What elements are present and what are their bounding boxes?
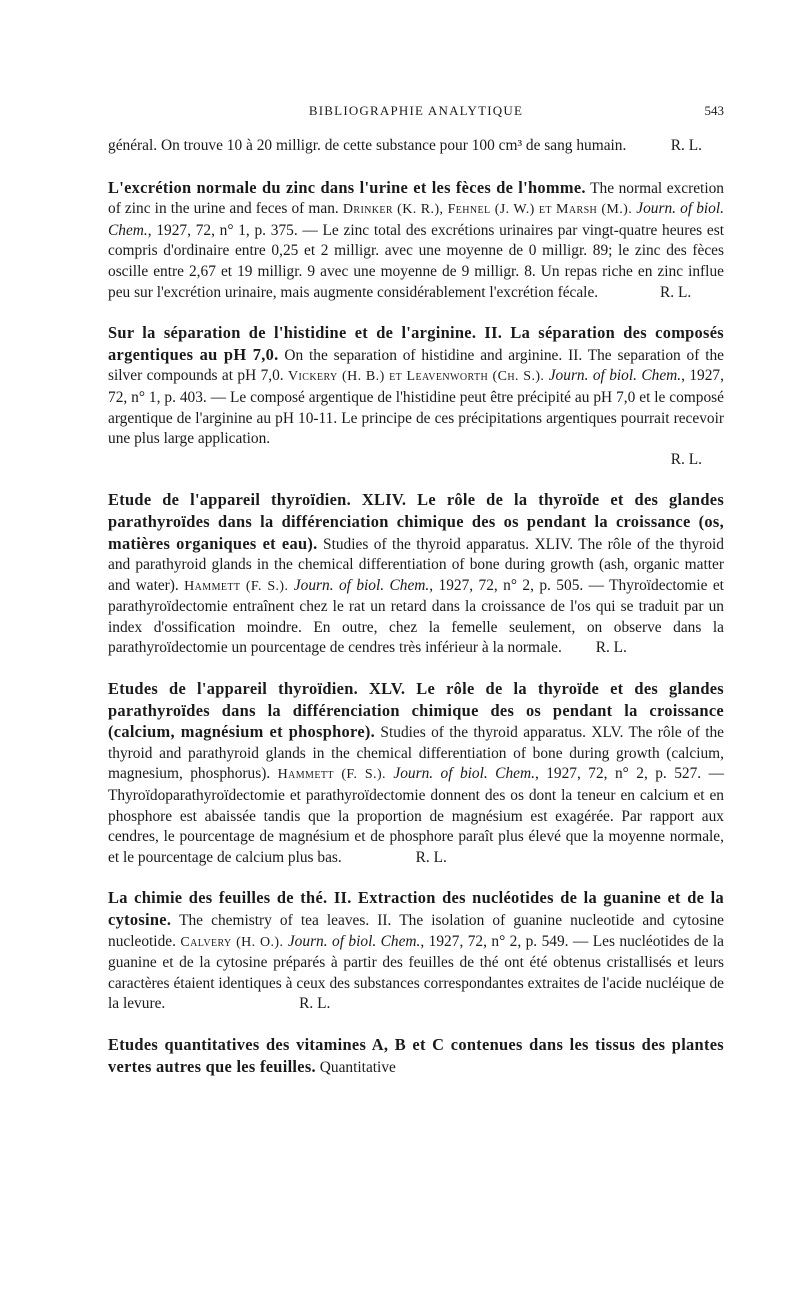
entry-zinc [108,178,724,304]
entry-journal: Journ. of biol. Chem. [393,765,535,783]
entry-journal: Journ. of biol. Chem. [287,932,421,950]
entry-translation: The normal excretion of zinc in the urine and feces of man. [108,179,725,218]
entry-text: Le composé argentique de l'histidine peut être précipité au pH 7,0 et le composé argentique de l'arginine au pH 10-11. Le principe de ces précipitations argentiques pourrait recevoir une plus large application. [108,388,724,448]
entry-citation: , 1927, 72, n° 2, p. 549. — [420,932,593,950]
entry-title: Etude de l'appareil thyroïdien. XLIV. Le rôle de la thyroïde et des glandes parathyroïdes dans la différenciation chimique des os pendant la croissance (os, matières organiques et eau). [108,490,724,553]
entry-title: La chimie des feuilles de thé. II. Extraction des nucléotides de la guanine et de la cytosine. [108,888,724,929]
entry-journal: Journ. of biol. Chem. [548,367,682,385]
document-body [108,136,724,1078]
entry-citation: , 1927, 72, n° 1, p. 403. — [108,367,724,406]
entry-text: Le zinc total des excrétions urinaires par vingt-quatre heures est compris d'ordinaire entre 0,25 et 2 milligr. avec une moyenne de 0 milligr. 89; le zinc des fèces oscille entre 2,67 et 19 milligr. 9 avec une moyenne de 9 milligr. 8. Un repas riche en zinc influe peu sur l'excrétion urinaire, mais augmente considérablement l'excrétion fécale. [108,221,724,301]
entry-initials: R. L. [660,283,692,301]
entry-tea-leaves [108,888,724,1015]
entry-journal: Journ. of biol. Chem. [108,200,724,239]
entry-authors: Hammett (F. S.). [277,767,386,783]
entry-text: Les nucléotides de la guanine et de la cytosine préparés à partir des feuilles de thé ont été obtenus cristallisés et leurs caractères étaient identiques à ceux des substances correspondantes extraites de l'acide nucléique de la levure. [108,932,724,1013]
entry-text: Thyroïdoparathyroïdectomie et parathyroïdectomie donnent des os dont la teneur en calcium et en phosphore est abaissée tandis que la proportion de magnésium est exagérée. Par rapport aux cendres, le pourcentage de magnésium et de phosphore paraît plus élevé que la moyenne normale, et le pourcentage de calcium plus bas. [108,787,724,866]
entry-continuation [108,136,724,157]
entry-title: L'excrétion normale du zinc dans l'urine et les fèces de l'homme. [108,177,586,197]
entry-authors: Calvery (H. O.). [180,934,284,950]
entry-translation: Studies of the thyroid apparatus. XLV. The rôle of the thyroid and parathyroid glands in the chemical differentiation of bone during growth (calcium, magnesium, phosphorus). [108,724,724,783]
entry-initials: R. L. [415,848,447,866]
running-head [108,103,724,125]
entry-authors: Hammett (F. S.). [184,578,289,594]
entry-title: Etudes de l'appareil thyroïdien. XLV. Le rôle de la thyroïde et des glandes parathyroïdes dans la différenciation chimique des os pendant la croissance (calcium, magnésium et phosphore). [108,679,724,742]
entry-title: Sur la séparation de l'histidine et de l'arginine. II. La séparation des composés argentiques au pH 7,0. [108,323,724,364]
entry-citation: , 1927, 72, n° 1, p. 375. — [147,221,323,239]
entry-thyroid-xlv [108,679,724,868]
entry-initials: R. L. [299,995,331,1013]
entry-text: général. On trouve 10 à 20 milligr. de cette substance pour 100 cm³ de sang humain. [108,137,627,154]
entry-authors: Vickery (H. B.) et Leavenworth (Ch. S.). [288,369,545,385]
entry-histidine [108,323,724,470]
entry-text: Thyroïdectomie et parathyroïdectomie entraînent chez le rat un retard dans la croissance de l'os qui se traduit par un index d'ossification moindre. En outre, chez la femelle seulement, on observe dans la parathyroïdectomie un pourcentage de cendres très inférieur à la normale. [108,576,724,657]
entry-translation: Studies of the thyroid apparatus. XLIV. The rôle of the thyroid and parathyroid glands in the chemical differentiation of bone during growth (ash, organic matter and water). [108,535,724,594]
entry-vitamins [108,1035,724,1078]
entry-translation: On the separation of histidine and arginine. II. The separation of the silver compounds at pH 7,0. [108,346,724,385]
entry-citation: , 1927, 72, n° 2, p. 505. — [429,576,610,594]
entry-title: Etudes quantitatives des vitamines A, B et C contenues dans les tissus des plantes vertes autres que les feuilles. [108,1034,724,1076]
entry-translation: Quantitative [315,1058,396,1076]
page-number: 543 [704,103,724,118]
entry-thyroid-xliv [108,490,724,659]
entry-initials: R. L. [595,639,627,657]
entry-initials: R. L. [670,137,702,154]
entry-citation: , 1927, 72, n° 2, p. 527. — [534,765,724,783]
entry-translation: The chemistry of tea leaves. II. The isolation of guanine nucleotide and cytosine nucleotide. [108,912,724,950]
running-title: BIBLIOGRAPHIE ANALYTIQUE [308,103,524,118]
entry-initials: R. L. [670,450,702,468]
entry-authors: Drinker (K. R.), Fehnel (J. W.) et Marsh (M.). [342,202,633,218]
entry-journal: Journ. of biol. Chem. [293,576,430,594]
